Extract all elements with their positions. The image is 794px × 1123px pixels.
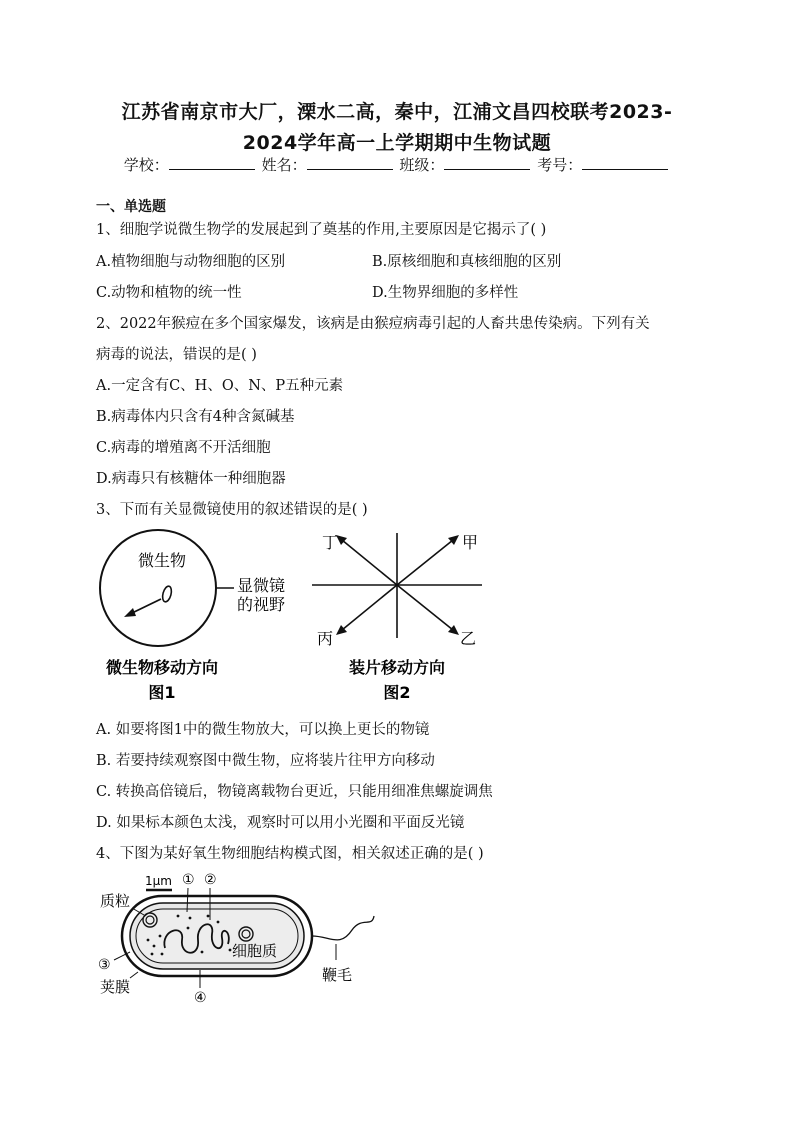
flagellum <box>312 916 374 940</box>
name-label: 姓名： <box>261 156 307 174</box>
arrow-bing-line <box>342 585 397 630</box>
q2-option-d[interactable]: D.病毒只有核糖体一种细胞器 <box>96 471 286 487</box>
label-4: ④ <box>194 990 207 1006</box>
arrow-jia-line <box>397 540 453 585</box>
fig1-caption: 微生物移动方向 <box>105 658 219 677</box>
fig2-caption: 装片移动方向 <box>348 658 446 677</box>
fig2-label: 图2 <box>383 683 411 702</box>
direction-yi: 乙 <box>459 629 477 648</box>
flagellum-label: 鞭毛 <box>322 966 353 984</box>
q2-option-a[interactable]: A.一定含有C、H、O、N、P五种元素 <box>96 378 344 394</box>
q1-option-c[interactable]: C.动物和植物的统一性 <box>96 285 242 301</box>
q4-stem: 4、下图为某好氧生物细胞结构模式图，相关叙述正确的是( ) <box>96 846 484 862</box>
q1-option-d[interactable]: D.生物界细胞的多样性 <box>372 285 519 301</box>
title-line-2: 2024学年高一上学期期中生物试题 <box>242 132 552 154</box>
student-info-row <box>0 154 794 175</box>
q2-stem-line-2: 病毒的说法，错误的是( ) <box>96 347 257 363</box>
q1-option-a[interactable]: A.植物细胞与动物细胞的区别 <box>96 254 286 270</box>
plasmid-label: 质粒 <box>100 892 131 910</box>
school-blank[interactable] <box>169 155 255 170</box>
q3-option-d[interactable]: D. 如果标本颜色太浅，观察时可以用小光圈和平面反光镜 <box>96 815 465 831</box>
leader-capsule <box>130 972 138 978</box>
q3-option-c[interactable]: C. 转换高倍镜后，物镜离载物台更近，只能用细准焦螺旋调焦 <box>96 784 493 800</box>
direction-jia: 甲 <box>461 533 479 552</box>
exam-number-blank[interactable] <box>582 155 668 170</box>
q4-cell-figure <box>90 868 390 1008</box>
microscope-field-circle <box>100 530 216 646</box>
movement-arrow-head <box>124 608 136 617</box>
name-blank[interactable] <box>307 155 393 170</box>
q1-option-b[interactable]: B.原核细胞和真核细胞的区别 <box>372 254 562 270</box>
q3-stem: 3、下而有关显微镜使用的叙述错误的是( ) <box>96 502 368 518</box>
direction-ding: 丁 <box>321 533 339 552</box>
label-1: ① <box>182 872 195 888</box>
label-3: ③ <box>98 957 111 973</box>
title-line-1: 江苏省南京市大厂，溧水二高，秦中，江浦文昌四校联考2023- <box>121 101 673 123</box>
class-blank[interactable] <box>444 155 530 170</box>
scale-label: 1μm <box>145 874 172 888</box>
q3-figure <box>90 528 500 708</box>
section-title: 一、单选题 <box>96 199 166 215</box>
cytoplasm-label: 细胞质 <box>232 942 278 960</box>
microorganism-shape <box>161 585 173 603</box>
direction-bing: 丙 <box>316 629 334 648</box>
label-2: ② <box>204 872 217 888</box>
arrow-yi-line <box>397 585 453 630</box>
movement-arrow-line <box>130 599 161 614</box>
fig1-organism-label: 微生物 <box>137 551 187 570</box>
school-label: 学校： <box>123 156 169 174</box>
q3-option-b[interactable]: B. 若要持续观察图中微生物，应将装片往甲方向移动 <box>96 753 435 769</box>
fig1-field-label-2: 的视野 <box>237 595 286 614</box>
q1-stem: 1、细胞学说微生物学的发展起到了奠基的作用,主要原因是它揭示了( ) <box>96 222 547 238</box>
q2-option-b[interactable]: B.病毒体内只含有4种含氮碱基 <box>96 409 295 425</box>
q2-stem-line-1: 2、2022年猴痘在多个国家爆发，该病是由猴痘病毒引起的人畜共患传染病。下列有关 <box>96 316 650 332</box>
q3-option-a[interactable]: A. 如要将图1中的微生物放大，可以换上更长的物镜 <box>96 722 430 738</box>
arrow-ding-line <box>342 540 397 585</box>
fig1-label: 图1 <box>148 683 176 702</box>
q2-option-c[interactable]: C.病毒的增殖离不开活细胞 <box>96 440 271 456</box>
exam-number-label: 考号： <box>537 156 583 174</box>
class-label: 班级： <box>399 156 445 174</box>
fig1-field-label-1: 显微镜 <box>237 576 286 595</box>
capsule-label: 荚膜 <box>100 978 131 996</box>
